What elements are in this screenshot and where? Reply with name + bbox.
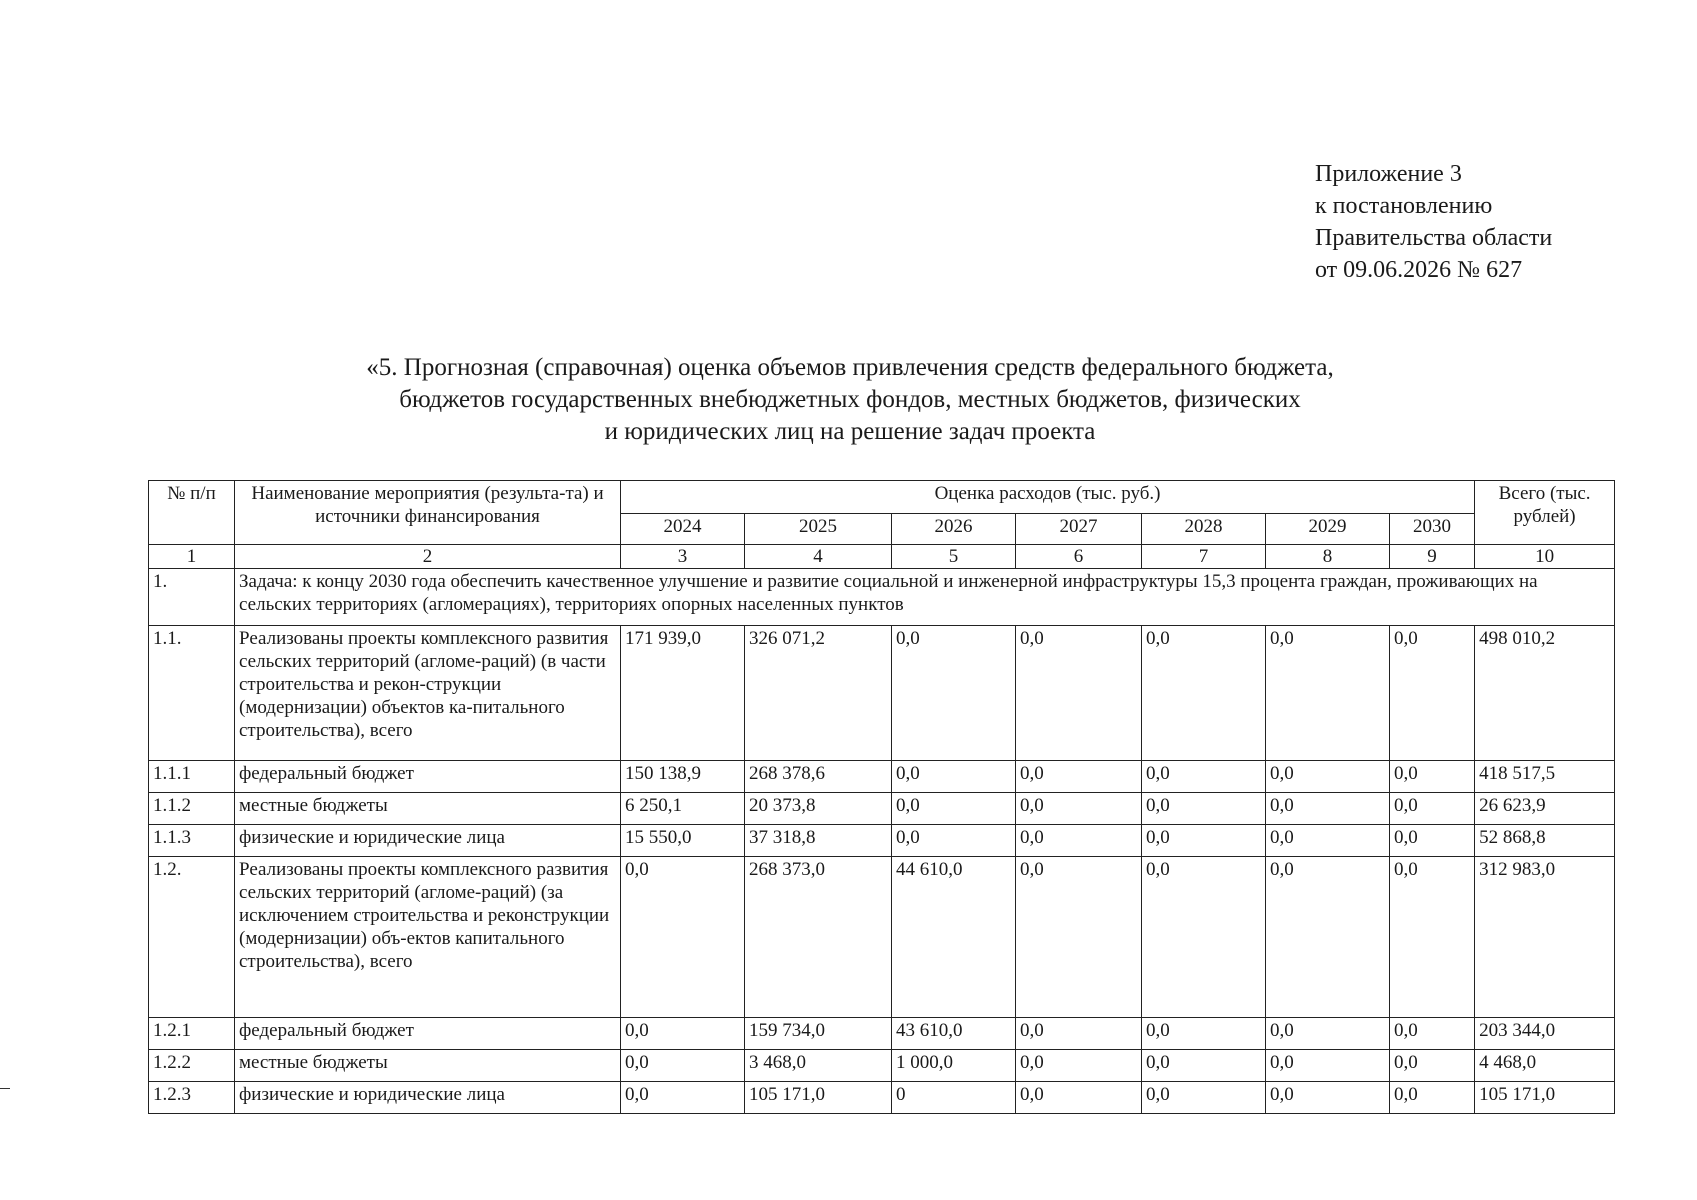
column-number-row: [149, 545, 1615, 569]
row-total: 312 983,0: [1475, 857, 1615, 1018]
appendix-line: Приложение 3: [1315, 161, 1462, 187]
header-year: 2026: [892, 514, 1016, 545]
row-num: 1.2.: [149, 857, 235, 1018]
header-year: 2030: [1390, 514, 1475, 545]
header-name: Наименование мероприятия (результа-та) и источники финансирования: [235, 481, 621, 545]
row-value: 37 318,8: [745, 825, 892, 857]
row-value: 0,0: [1142, 626, 1266, 761]
column-number: 9: [1390, 545, 1475, 569]
row-total: 4 468,0: [1475, 1050, 1615, 1082]
column-number: 8: [1266, 545, 1390, 569]
title-line: и юридических лиц на решение задач проекта: [604, 418, 1096, 445]
header-row: [149, 481, 1615, 514]
appendix-line: Правительства области: [1315, 225, 1553, 251]
row-value: 0,0: [1390, 793, 1475, 825]
column-number: 2: [235, 545, 621, 569]
task-row: [149, 569, 1615, 626]
table-row: [149, 857, 1615, 1018]
row-name: местные бюджеты: [235, 1050, 621, 1082]
row-value: 0,0: [1016, 793, 1142, 825]
row-value: 0,0: [1016, 825, 1142, 857]
row-num: 1.1.2: [149, 793, 235, 825]
row-value: 15 550,0: [621, 825, 745, 857]
table-row: [149, 793, 1615, 825]
row-value: 0,0: [1016, 1018, 1142, 1050]
column-number: 7: [1142, 545, 1266, 569]
row-name: федеральный бюджет: [235, 761, 621, 793]
row-value: 0,0: [1016, 857, 1142, 1018]
table-row: [149, 626, 1615, 761]
row-value: 0,0: [621, 1050, 745, 1082]
title-line: «5. Прогнозная (справочная) оценка объемов привлечения средств федерального бюджета,: [366, 354, 1334, 381]
row-total: 52 868,8: [1475, 825, 1615, 857]
row-name: Реализованы проекты комплексного развития сельских территорий (агломе-раций) (за исключением строительства и реконструкции (модернизации) объ-ектов капитального строительства), всего: [235, 857, 621, 1018]
row-name: физические и юридические лица: [235, 825, 621, 857]
title-line: бюджетов государственных внебюджетных фондов, местных бюджетов, физических: [399, 386, 1301, 413]
row-value: 6 250,1: [621, 793, 745, 825]
row-value: 20 373,8: [745, 793, 892, 825]
document-title: [240, 352, 1460, 448]
row-value: 0,0: [1266, 626, 1390, 761]
row-value: 44 610,0: [892, 857, 1016, 1018]
row-value: 0,0: [1266, 857, 1390, 1018]
row-value: 43 610,0: [892, 1018, 1016, 1050]
header-year: 2025: [745, 514, 892, 545]
row-value: 0,0: [1142, 857, 1266, 1018]
row-value: 0,0: [621, 857, 745, 1018]
column-number: 4: [745, 545, 892, 569]
table-row: [149, 761, 1615, 793]
row-num: 1.1.3: [149, 825, 235, 857]
row-value: 159 734,0: [745, 1018, 892, 1050]
row-value: 0,0: [1390, 825, 1475, 857]
row-name: физические и юридические лица: [235, 1082, 621, 1114]
row-value: 0,0: [1142, 1018, 1266, 1050]
header-year: 2027: [1016, 514, 1142, 545]
row-value: 0,0: [892, 825, 1016, 857]
row-value: 0,0: [892, 626, 1016, 761]
task-num: 1.: [149, 569, 235, 626]
header-year: 2024: [621, 514, 745, 545]
row-value: 105 171,0: [745, 1082, 892, 1114]
table-row: [149, 1082, 1615, 1114]
row-value: 3 468,0: [745, 1050, 892, 1082]
row-value: 0,0: [1390, 1082, 1475, 1114]
row-value: 1 000,0: [892, 1050, 1016, 1082]
row-total: 203 344,0: [1475, 1018, 1615, 1050]
header-estimate: Оценка расходов (тыс. руб.): [621, 481, 1475, 514]
row-num: 1.1.1: [149, 761, 235, 793]
header-year: 2029: [1266, 514, 1390, 545]
row-value: 268 378,6: [745, 761, 892, 793]
row-total: 26 623,9: [1475, 793, 1615, 825]
row-value: 0,0: [1016, 761, 1142, 793]
row-total: 105 171,0: [1475, 1082, 1615, 1114]
appendix-block: [1315, 158, 1552, 286]
row-value: 0,0: [1266, 1082, 1390, 1114]
task-text: Задача: к концу 2030 года обеспечить качественное улучшение и развитие социальной и инженерной инфраструктуры 15,3 процента граждан, проживающих на сельских территориях (агломерациях), территориях опорных населенных пунктов: [235, 569, 1615, 626]
margin-mark: [0, 1088, 10, 1089]
column-number: 5: [892, 545, 1016, 569]
row-value: 0,0: [1390, 857, 1475, 1018]
table-row: [149, 1050, 1615, 1082]
row-value: 0,0: [1016, 1050, 1142, 1082]
row-value: 0,0: [892, 793, 1016, 825]
row-name: местные бюджеты: [235, 793, 621, 825]
financing-table: [148, 480, 1615, 1114]
row-value: 0,0: [1142, 761, 1266, 793]
table-row: [149, 825, 1615, 857]
table-row: [149, 1018, 1615, 1050]
row-value: 0,0: [1390, 626, 1475, 761]
row-value: 0,0: [1266, 761, 1390, 793]
row-num: 1.2.2: [149, 1050, 235, 1082]
header-year: 2028: [1142, 514, 1266, 545]
column-number: 3: [621, 545, 745, 569]
row-total: 498 010,2: [1475, 626, 1615, 761]
row-value: 0,0: [892, 761, 1016, 793]
row-value: 0,0: [1016, 1082, 1142, 1114]
row-value: 0,0: [621, 1018, 745, 1050]
row-value: 326 071,2: [745, 626, 892, 761]
column-number: 1: [149, 545, 235, 569]
row-value: 171 939,0: [621, 626, 745, 761]
header-total: Всего (тыс. рублей): [1475, 481, 1615, 545]
row-value: 0: [892, 1082, 1016, 1114]
row-value: 0,0: [1142, 1082, 1266, 1114]
column-number: 10: [1475, 545, 1615, 569]
header-num: № п/п: [149, 481, 235, 545]
row-num: 1.1.: [149, 626, 235, 761]
row-num: 1.2.1: [149, 1018, 235, 1050]
row-value: 0,0: [1390, 1018, 1475, 1050]
row-value: 268 373,0: [745, 857, 892, 1018]
row-num: 1.2.3: [149, 1082, 235, 1114]
row-name: Реализованы проекты комплексного развития сельских территорий (агломе-раций) (в части строительства и рекон-струкции (модернизации) объектов ка-питального строительства), всего: [235, 626, 621, 761]
column-number: 6: [1016, 545, 1142, 569]
row-value: 0,0: [1142, 793, 1266, 825]
row-value: 0,0: [1266, 825, 1390, 857]
row-total: 418 517,5: [1475, 761, 1615, 793]
row-value: 0,0: [1016, 626, 1142, 761]
row-value: 150 138,9: [621, 761, 745, 793]
appendix-line: от 09.06.2026 № 627: [1315, 257, 1523, 283]
row-value: 0,0: [621, 1082, 745, 1114]
row-value: 0,0: [1390, 761, 1475, 793]
row-value: 0,0: [1142, 1050, 1266, 1082]
appendix-line: к постановлению: [1315, 193, 1493, 219]
row-value: 0,0: [1142, 825, 1266, 857]
row-value: 0,0: [1390, 1050, 1475, 1082]
row-name: федеральный бюджет: [235, 1018, 621, 1050]
row-value: 0,0: [1266, 793, 1390, 825]
row-value: 0,0: [1266, 1050, 1390, 1082]
row-value: 0,0: [1266, 1018, 1390, 1050]
